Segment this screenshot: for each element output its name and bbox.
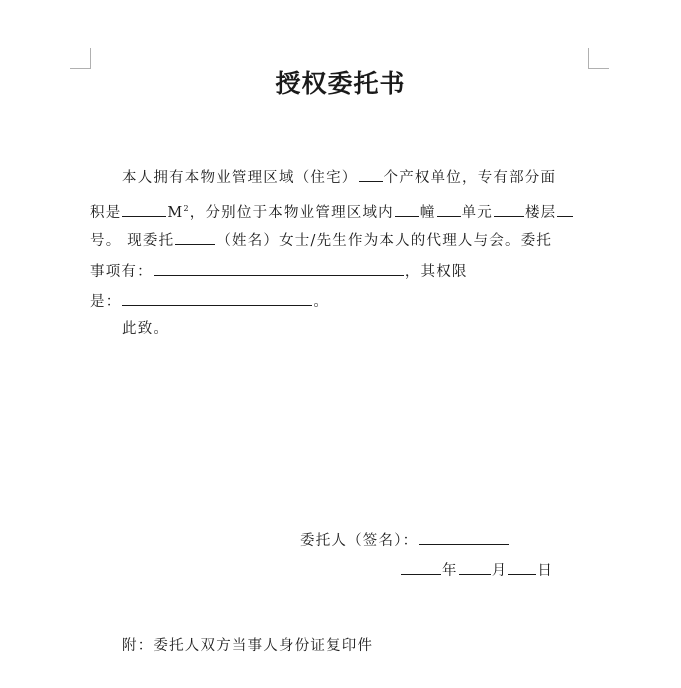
- closing-text: 此致。: [122, 321, 170, 337]
- attachment-note: 附：委托人双方当事人身份证复印件: [122, 638, 374, 654]
- date-line: [400, 560, 553, 581]
- unit-label: M: [167, 204, 184, 221]
- text-segment: 楼层: [524, 204, 557, 221]
- blank-year[interactable]: [401, 560, 441, 575]
- paragraph-line-1: [122, 167, 556, 188]
- text-segment: 是：: [90, 294, 122, 310]
- paragraph-line-4: [90, 261, 468, 282]
- text-segment: ，其权限: [404, 264, 468, 280]
- date-month-label: 月: [491, 563, 508, 579]
- text-segment: 本人拥有本物业管理区域（住宅）: [122, 170, 358, 186]
- text-segment: （姓名）女士/先生作为本人的代理人与会。委托: [216, 233, 553, 249]
- blank-day[interactable]: [508, 560, 536, 575]
- paragraph-line-2: [90, 199, 574, 223]
- blank-month[interactable]: [459, 560, 491, 575]
- blank-authority-scope[interactable]: [122, 291, 312, 306]
- paragraph-line-5: [90, 291, 329, 312]
- date-year-label: 年: [442, 563, 458, 579]
- text-segment: 。: [313, 294, 330, 310]
- text-segment: 幢: [419, 204, 436, 221]
- text-segment: 积是: [90, 204, 122, 221]
- text-segment: 号。 现委托: [90, 233, 175, 249]
- blank-signature[interactable]: [419, 530, 509, 545]
- signature-label: 委托人（签名）：: [300, 533, 419, 549]
- text-segment: 单元: [461, 204, 493, 221]
- blank-entrusted-matters[interactable]: [154, 261, 404, 276]
- blank-building[interactable]: [395, 202, 419, 217]
- signature-line: [300, 530, 510, 551]
- blank-area[interactable]: [122, 202, 166, 217]
- unit-superscript: 2: [183, 204, 190, 213]
- text-segment: 事项有：: [90, 264, 153, 280]
- blank-floor[interactable]: [494, 202, 524, 217]
- blank-unit-count[interactable]: [359, 167, 383, 182]
- date-day-label: 日: [537, 563, 554, 579]
- document-title: 授权委托书: [275, 69, 406, 98]
- text-segment: 个产权单位，专有部分面: [383, 170, 557, 186]
- paragraph-line-3: [90, 230, 552, 251]
- blank-unit[interactable]: [437, 202, 461, 217]
- blank-room[interactable]: [557, 202, 573, 217]
- text-segment: ，分别位于本物业管理区域内: [189, 204, 394, 221]
- blank-proxy-name[interactable]: [175, 230, 215, 245]
